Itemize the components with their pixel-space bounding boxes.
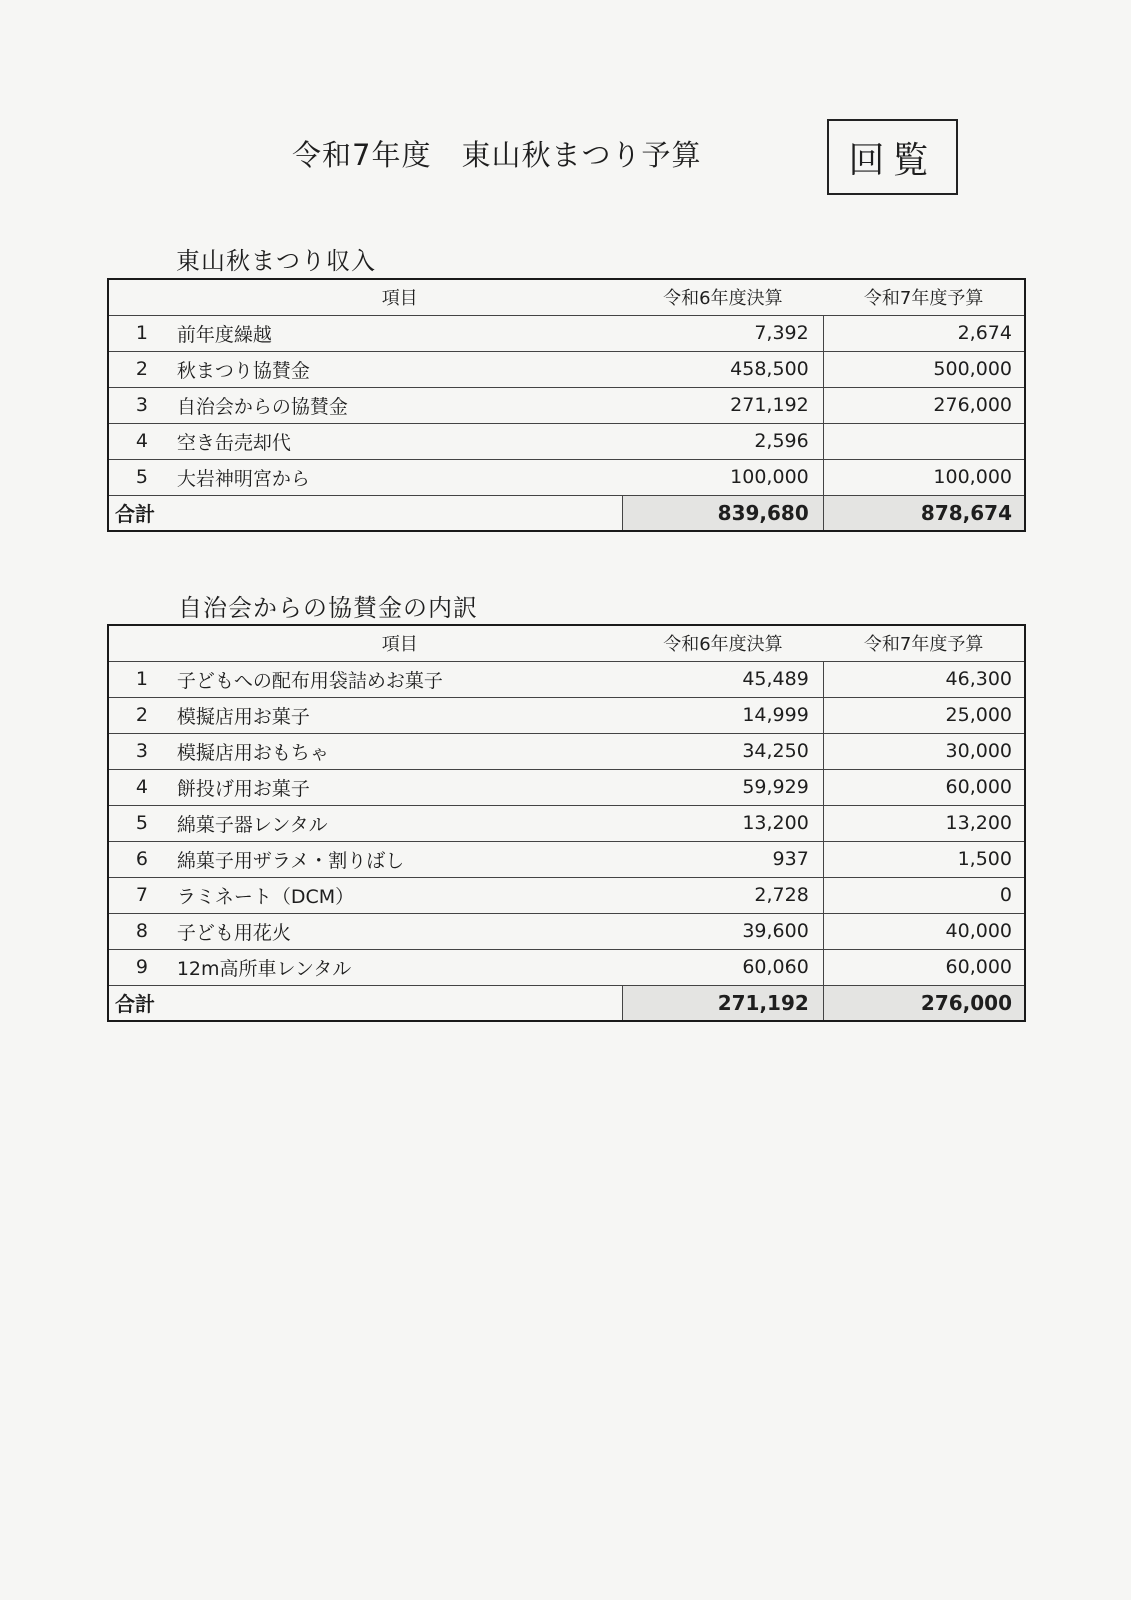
row-no: 1 [108,315,175,351]
income-heading: 東山秋まつり収入 [176,247,376,275]
row-no: 4 [108,769,175,805]
row-item: 綿菓子器レンタル [175,805,623,841]
row-cur: 46,300 [823,661,1025,697]
row-no: 4 [108,423,175,459]
table-row [108,805,1025,841]
row-prev: 458,500 [623,351,824,387]
row-item: 前年度繰越 [175,315,623,351]
row-no: 1 [108,661,175,697]
row-item: 秋まつり協賛金 [175,351,623,387]
row-prev: 45,489 [623,661,824,697]
row-cur: 13,200 [823,805,1025,841]
page-title: 令和7年度 東山秋まつり予算 [292,138,702,172]
row-item: 12m高所車レンタル [175,949,623,985]
table-row [108,733,1025,769]
row-cur: 1,500 [823,841,1025,877]
row-no: 9 [108,949,175,985]
breakdown-table [107,624,1026,1022]
total-prev: 271,192 [623,985,824,1021]
circulation-stamp: 回覧 [827,119,958,195]
table-row [108,387,1025,423]
row-cur: 60,000 [823,949,1025,985]
table-row [108,841,1025,877]
table-row [108,315,1025,351]
row-cur: 500,000 [823,351,1025,387]
header-prev: 令和6年度決算 [623,279,824,315]
row-no: 5 [108,805,175,841]
table-row [108,459,1025,495]
row-no: 3 [108,387,175,423]
table-row [108,769,1025,805]
row-item: 餅投げ用お菓子 [175,769,623,805]
row-prev: 937 [623,841,824,877]
table-row [108,913,1025,949]
row-no: 5 [108,459,175,495]
header-item: 項目 [175,279,623,315]
row-prev: 271,192 [623,387,824,423]
table-row [108,877,1025,913]
row-item: 模擬店用お菓子 [175,697,623,733]
row-item: 大岩神明宮から [175,459,623,495]
row-cur: 0 [823,877,1025,913]
table-row [108,661,1025,697]
row-cur: 100,000 [823,459,1025,495]
row-item: 模擬店用おもちゃ [175,733,623,769]
row-cur: 276,000 [823,387,1025,423]
row-prev: 2,728 [623,877,824,913]
row-no: 2 [108,697,175,733]
row-prev: 13,200 [623,805,824,841]
row-cur: 30,000 [823,733,1025,769]
total-row [108,985,1025,1021]
table-header-row [108,279,1025,315]
row-cur: 25,000 [823,697,1025,733]
row-cur [823,423,1025,459]
row-item: ラミネート（DCM） [175,877,623,913]
row-prev: 59,929 [623,769,824,805]
row-no: 7 [108,877,175,913]
header-no [108,625,175,661]
table-row [108,423,1025,459]
breakdown-heading: 自治会からの協賛金の内訳 [178,594,478,622]
total-prev: 839,680 [623,495,824,531]
row-item: 綿菓子用ザラメ・割りばし [175,841,623,877]
row-prev: 34,250 [623,733,824,769]
row-prev: 2,596 [623,423,824,459]
row-no: 8 [108,913,175,949]
row-no: 3 [108,733,175,769]
header-prev: 令和6年度決算 [623,625,824,661]
row-prev: 14,999 [623,697,824,733]
row-no: 2 [108,351,175,387]
row-cur: 60,000 [823,769,1025,805]
row-item: 空き缶売却代 [175,423,623,459]
total-label: 合計 [115,992,155,1017]
row-item: 自治会からの協賛金 [175,387,623,423]
total-label: 合計 [115,502,155,527]
header-cur: 令和7年度予算 [823,625,1025,661]
total-row [108,495,1025,531]
row-cur: 2,674 [823,315,1025,351]
row-prev: 7,392 [623,315,824,351]
table-row [108,351,1025,387]
row-item: 子ども用花火 [175,913,623,949]
header-item: 項目 [175,625,623,661]
row-prev: 100,000 [623,459,824,495]
header-no [108,279,175,315]
row-no: 6 [108,841,175,877]
row-cur: 40,000 [823,913,1025,949]
total-cur: 878,674 [823,495,1025,531]
income-table [107,278,1026,532]
row-prev: 39,600 [623,913,824,949]
header-cur: 令和7年度予算 [823,279,1025,315]
total-cur: 276,000 [823,985,1025,1021]
table-row [108,949,1025,985]
row-prev: 60,060 [623,949,824,985]
row-item: 子どもへの配布用袋詰めお菓子 [175,661,623,697]
table-header-row [108,625,1025,661]
table-row [108,697,1025,733]
